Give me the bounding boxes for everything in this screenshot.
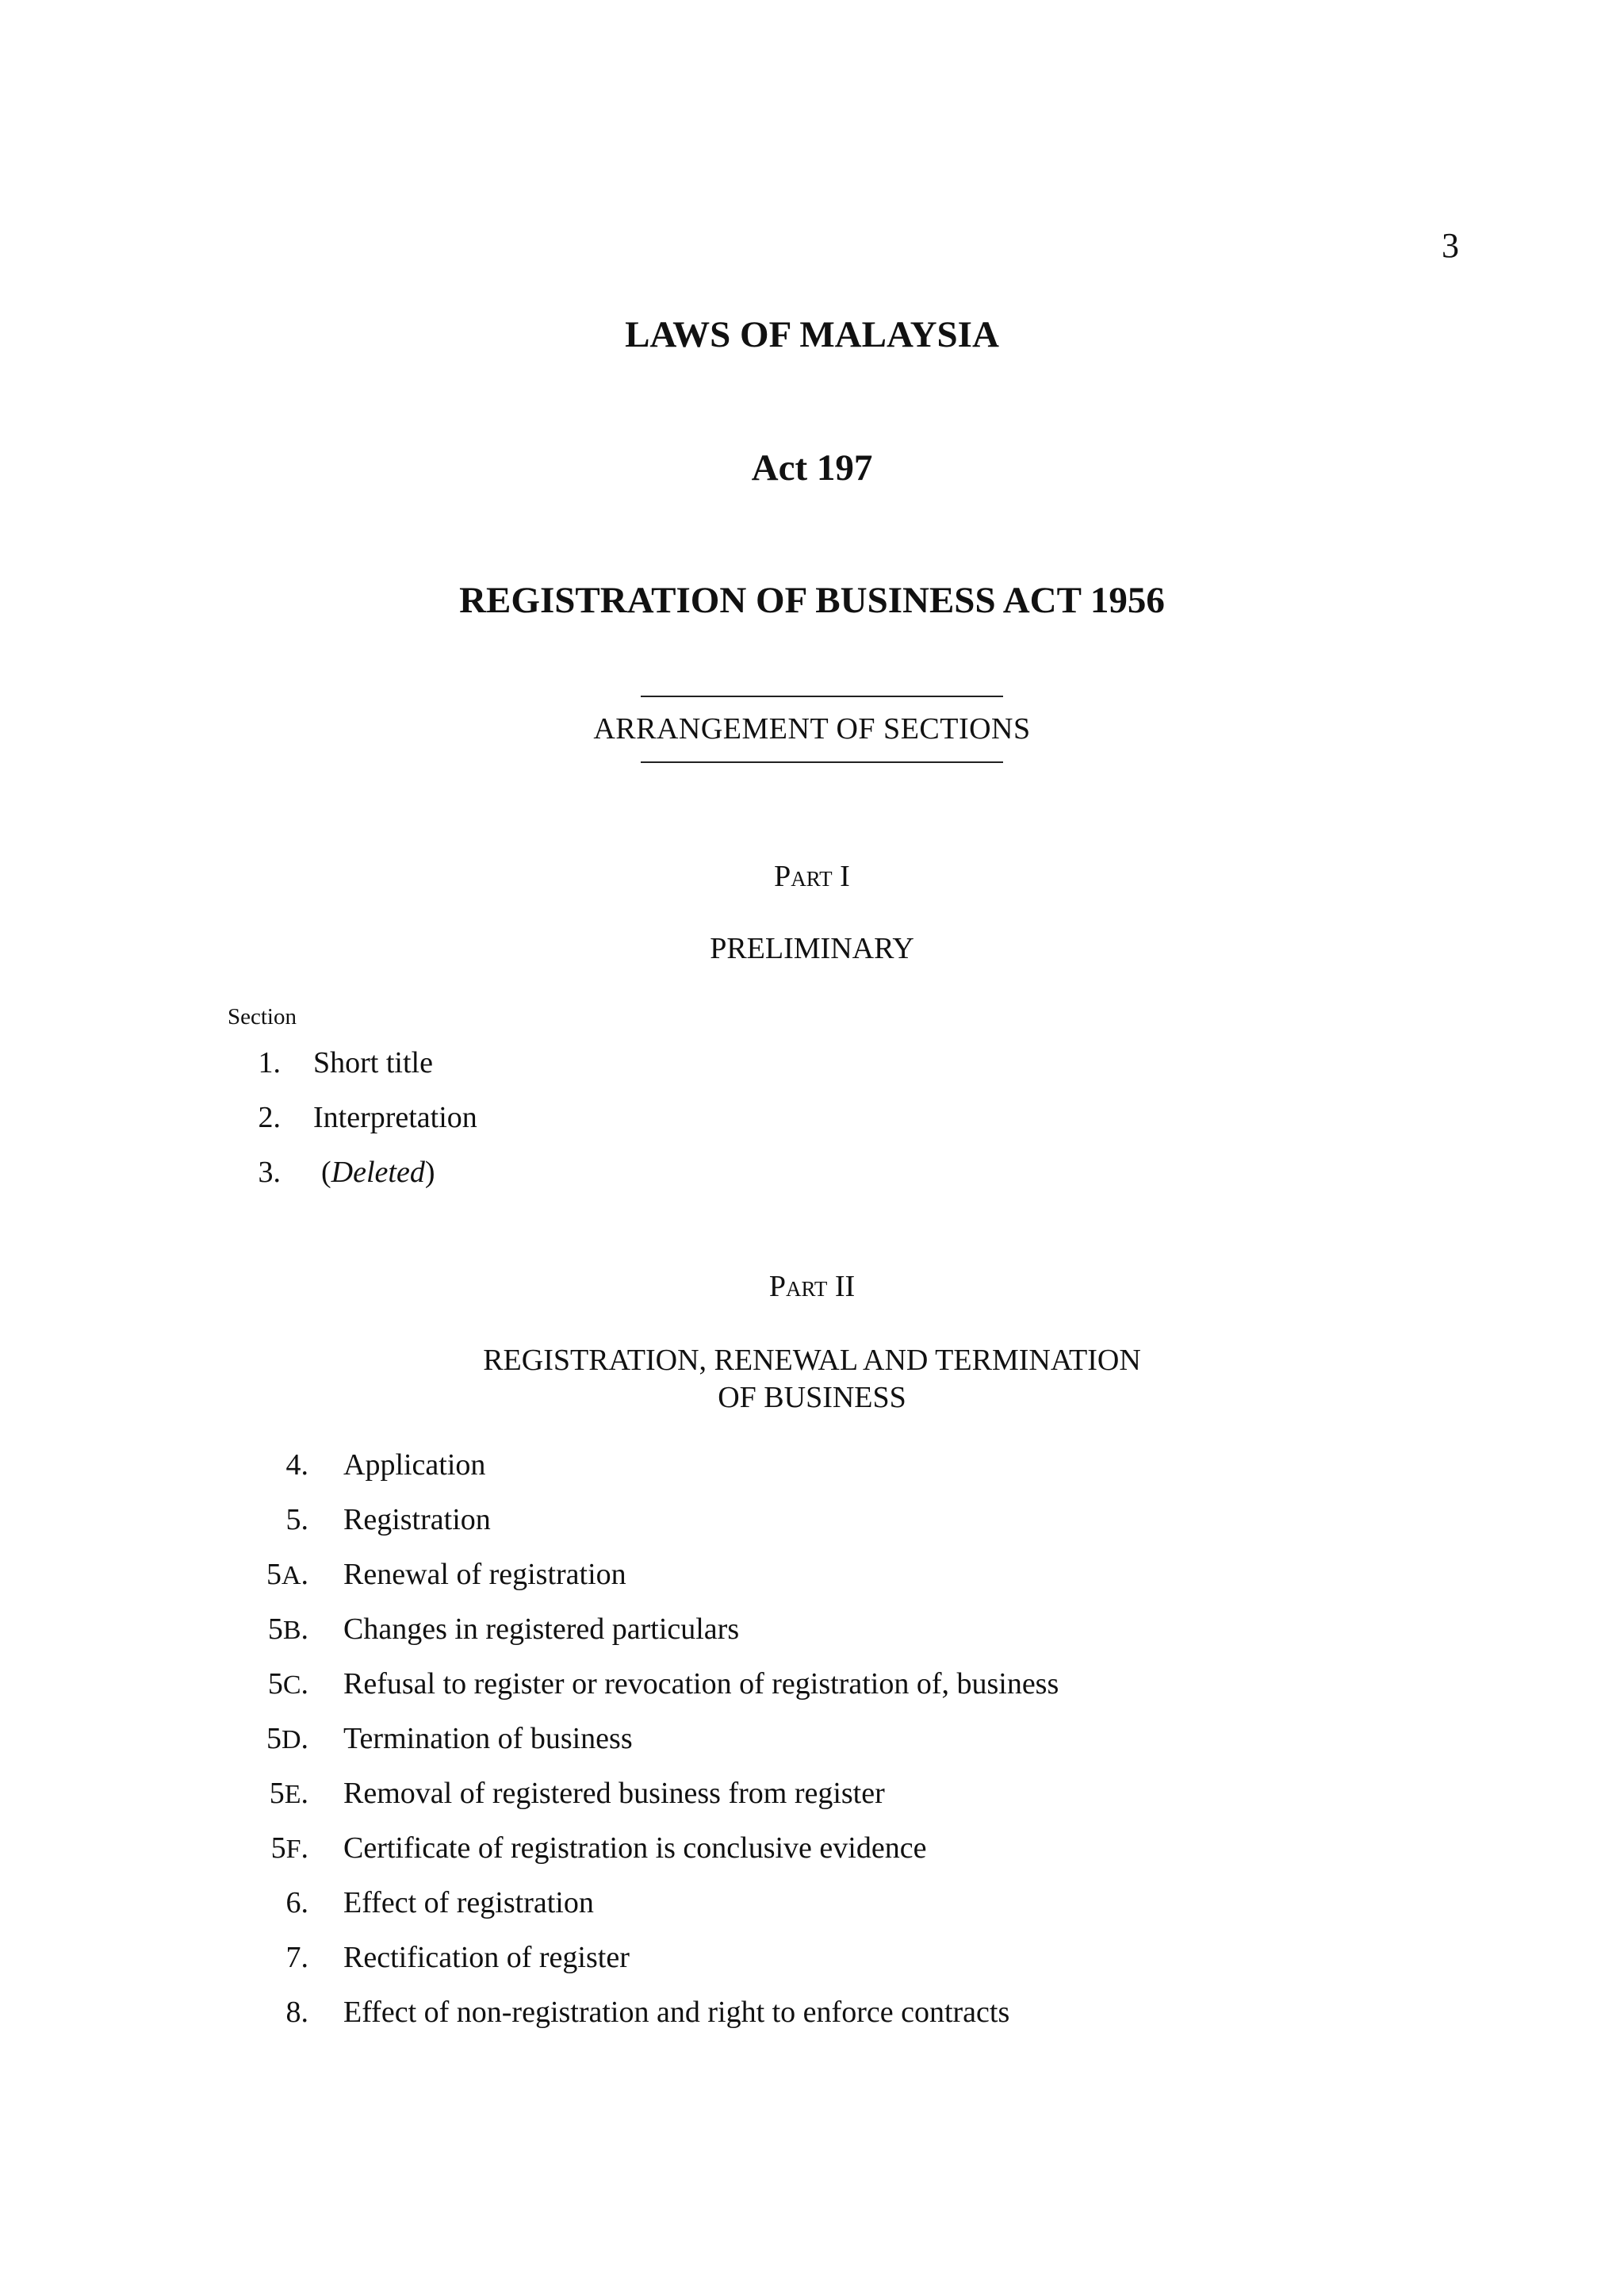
toc-entry	[228, 1609, 1496, 1649]
toc-entry	[228, 1445, 1496, 1485]
section-title: Removal of registered business from register	[343, 1777, 885, 1810]
section-number: 5D.	[266, 1722, 308, 1755]
section-number: 5F.	[270, 1831, 308, 1865]
section-title: Effect of non-registration and right to enforce contracts	[343, 1996, 1010, 2029]
act-number-heading: Act 197	[751, 447, 873, 489]
part-1-label-numeral: I	[840, 860, 850, 893]
section-number: 2.	[258, 1101, 281, 1134]
section-number: 1.	[258, 1046, 281, 1079]
toc-entry	[228, 1773, 1496, 1813]
section-number: 8.	[285, 1996, 308, 2029]
toc-entry	[228, 1828, 1496, 1868]
section-title: Changes in registered particulars	[343, 1612, 740, 1646]
part-2-heading	[0, 1342, 1624, 1417]
section-title: Certificate of registration is conclusive evidence	[343, 1831, 927, 1865]
section-number: 3.	[258, 1156, 281, 1189]
toc-entry	[228, 1883, 1496, 1923]
part-2-heading-line-2: OF BUSINESS	[718, 1381, 906, 1414]
section-title: Renewal of registration	[343, 1558, 626, 1591]
top-divider	[641, 696, 1003, 697]
toc-entry	[228, 1555, 1496, 1594]
section-title: Short title	[313, 1046, 433, 1079]
section-number: 5A.	[266, 1558, 308, 1591]
part-1-label-word: Part	[774, 860, 833, 893]
page-number: 3	[1442, 226, 1459, 265]
section-title: Interpretation	[313, 1101, 477, 1134]
section-title: Application	[343, 1448, 486, 1482]
section-number: 5B.	[267, 1612, 308, 1646]
toc-entry	[228, 1664, 1496, 1704]
act-title-heading: REGISTRATION OF BUSINESS ACT 1956	[459, 580, 1165, 621]
section-number: 5E.	[269, 1777, 308, 1810]
section-number: 7.	[285, 1941, 308, 1974]
section-number: 6.	[285, 1886, 308, 1919]
part-2-label	[0, 1269, 1624, 1304]
part-1-heading: PRELIMINARY	[710, 932, 914, 965]
part-2-label-numeral: II	[834, 1270, 856, 1303]
section-number: 5.	[285, 1503, 308, 1536]
section-column-label: Section	[228, 1004, 297, 1030]
toc-entry	[228, 1043, 1417, 1083]
section-title: Effect of registration	[343, 1886, 594, 1919]
arrangement-of-sections-title: ARRANGEMENT OF SECTIONS	[593, 712, 1031, 746]
part-2-label-word: Part	[768, 1270, 828, 1303]
toc-entry	[228, 1500, 1496, 1540]
part-1-label	[0, 859, 1624, 894]
section-title: Termination of business	[343, 1722, 633, 1755]
section-title: Registration	[343, 1503, 491, 1536]
toc-entry	[228, 1938, 1496, 1977]
section-number: 5C.	[267, 1667, 308, 1701]
toc-entry	[228, 1992, 1496, 2032]
part-2-heading-line-1: REGISTRATION, RENEWAL AND TERMINATION	[483, 1344, 1141, 1377]
toc-entry	[228, 1719, 1496, 1758]
bottom-divider	[641, 761, 1003, 763]
section-title: Refusal to register or revocation of registration of, business	[343, 1667, 1059, 1701]
section-title: (Deleted)	[321, 1156, 435, 1189]
toc-entry	[228, 1098, 1417, 1137]
section-number: 4.	[285, 1448, 308, 1482]
toc-entry	[228, 1152, 1417, 1192]
laws-of-malaysia-heading: LAWS OF MALAYSIA	[625, 314, 999, 355]
section-title: Rectification of register	[343, 1941, 630, 1974]
